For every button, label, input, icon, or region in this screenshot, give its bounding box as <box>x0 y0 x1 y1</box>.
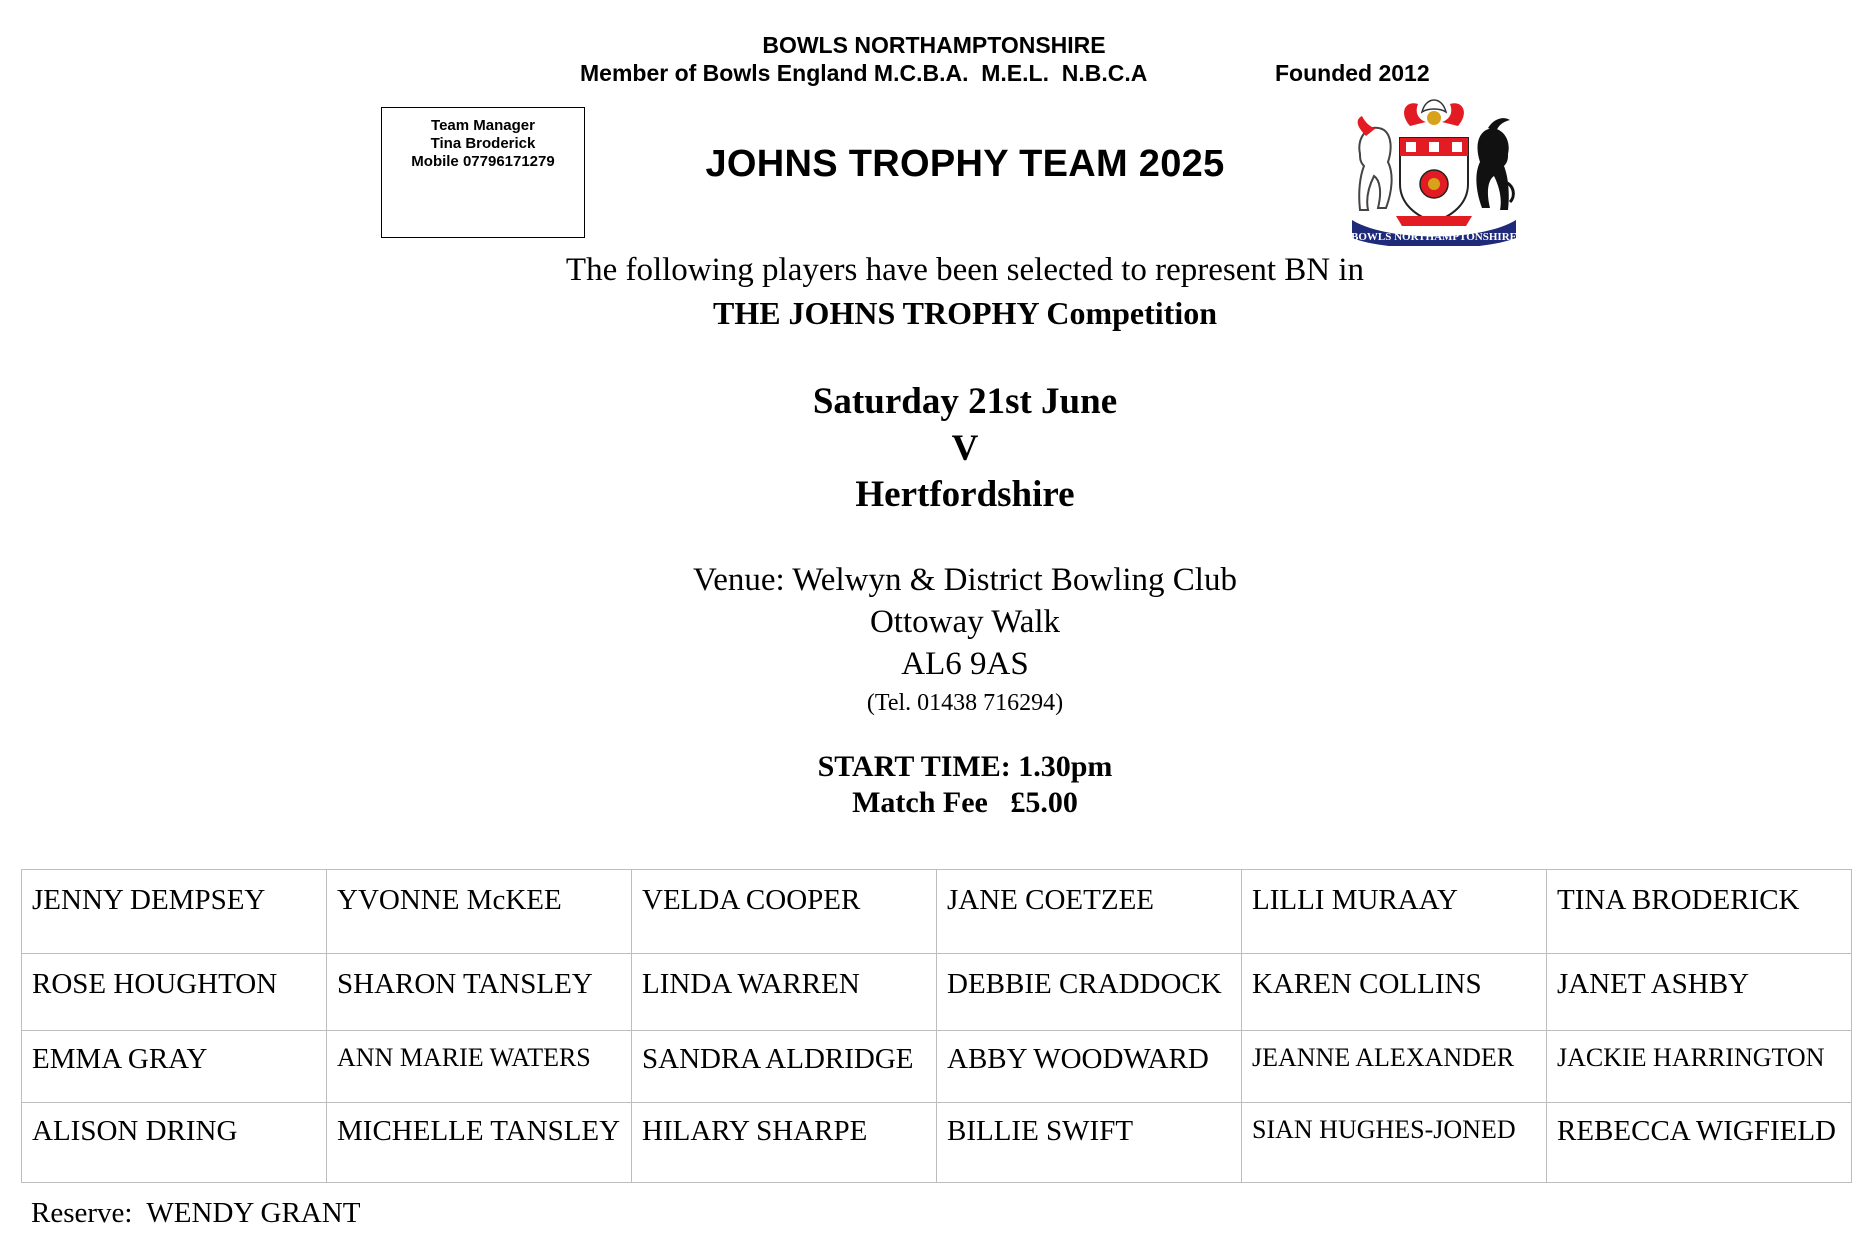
manager-role: Team Manager <box>431 117 535 134</box>
player-cell: TINA BRODERICK <box>1547 870 1852 954</box>
player-cell: KAREN COLLINS <box>1242 954 1547 1031</box>
start-time: START TIME: 1.30pm <box>817 750 1113 783</box>
player-cell: SANDRA ALDRIDGE <box>632 1031 937 1103</box>
founded-line: Founded 2012 <box>1275 60 1430 86</box>
manager-name: Tina Broderick <box>430 135 536 152</box>
player-cell: VELDA COOPER <box>632 870 937 954</box>
county-crest-icon <box>1348 92 1520 246</box>
match-date: Saturday 21st June <box>812 381 1118 422</box>
player-cell: EMMA GRAY <box>22 1031 327 1103</box>
table-row <box>22 954 1852 1031</box>
player-cell: ANN MARIE WATERS <box>327 1031 632 1103</box>
player-cell: JEANNE ALEXANDER <box>1242 1031 1547 1103</box>
table-row <box>22 1103 1852 1183</box>
player-cell: DEBBIE CRADDOCK <box>937 954 1242 1031</box>
membership-line: Member of Bowls England M.C.B.A. M.E.L. N.B.C.A <box>580 60 1148 86</box>
player-cell: HILARY SHARPE <box>632 1103 937 1183</box>
match-opponent: Hertfordshire <box>855 474 1075 515</box>
player-cell: BILLIE SWIFT <box>937 1103 1242 1183</box>
venue-name: Venue: Welwyn & District Bowling Club <box>693 562 1237 598</box>
player-cell: YVONNE McKEE <box>327 870 632 954</box>
player-cell: ROSE HOUGHTON <box>22 954 327 1031</box>
player-cell: SIAN HUGHES-JONED <box>1242 1103 1547 1183</box>
player-cell: ABBY WOODWARD <box>937 1031 1242 1103</box>
match-fee: Match Fee £5.00 <box>852 786 1078 819</box>
player-cell: LILLI MURAAY <box>1242 870 1547 954</box>
venue-street: Ottoway Walk <box>869 604 1061 640</box>
reserve-player: Reserve: WENDY GRANT <box>31 1197 361 1229</box>
crest-banner-text: BOWLS NORTHAMPTONSHIRE <box>1351 231 1517 243</box>
match-versus: V <box>951 428 979 469</box>
manager-mobile: Mobile 07796171279 <box>411 153 555 170</box>
venue-postcode: AL6 9AS <box>901 646 1029 682</box>
player-cell: SHARON TANSLEY <box>327 954 632 1031</box>
venue-telephone: (Tel. 01438 716294) <box>866 690 1064 716</box>
org-name: BOWLS NORTHAMPTONSHIRE <box>762 32 1106 58</box>
player-cell: ALISON DRING <box>22 1103 327 1183</box>
page-title: JOHNS TROPHY TEAM 2025 <box>705 143 1225 185</box>
competition-name: THE JOHNS TROPHY Competition <box>712 295 1218 331</box>
crest-graphic <box>1348 92 1520 246</box>
players-table <box>21 869 1852 1183</box>
table-row <box>22 870 1852 954</box>
player-cell: JANE COETZEE <box>937 870 1242 954</box>
player-cell: JENNY DEMPSEY <box>22 870 327 954</box>
player-cell: MICHELLE TANSLEY <box>327 1103 632 1183</box>
player-cell: LINDA WARREN <box>632 954 937 1031</box>
player-cell: REBECCA WIGFIELD <box>1547 1103 1852 1183</box>
player-cell: JANET ASHBY <box>1547 954 1852 1031</box>
table-row <box>22 1031 1852 1103</box>
player-cell: JACKIE HARRINGTON <box>1547 1031 1852 1103</box>
intro-text: The following players have been selected to represent BN in <box>565 252 1365 288</box>
